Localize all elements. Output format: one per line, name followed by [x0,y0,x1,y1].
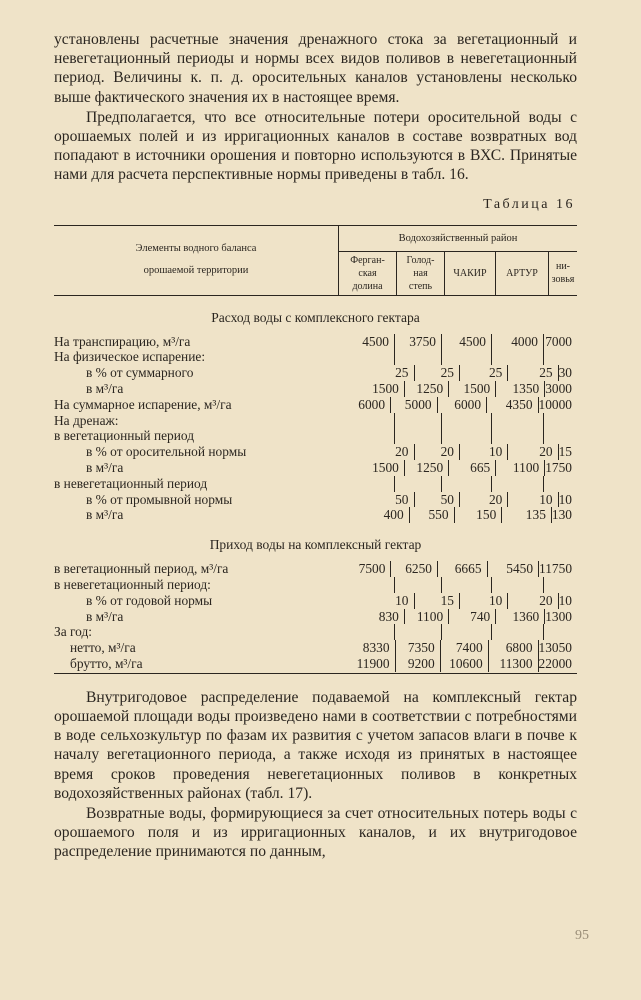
cell-value [395,413,442,429]
table-row [54,444,577,460]
cell-value: 6250 [391,561,438,577]
cell-value [442,577,492,593]
cell-value: 4500 [442,334,492,350]
cell-value: 400 [355,507,409,523]
cell-value: 11300 [489,656,539,672]
cell-value: 830 [351,609,405,625]
table-row [54,609,577,625]
row-label: в вегетационный период, м³/га [54,561,229,577]
cell-value: 7500 [335,561,391,577]
column-header: Голод- ная степь [397,252,445,295]
table-row [54,656,577,672]
table-row [54,381,577,397]
cell-value: 6000 [438,397,487,413]
cell-value: 4500 [338,334,395,350]
column-header: Ферган- ская долина [339,252,397,295]
cell-value: 30 [558,365,572,381]
cell-value [442,624,492,640]
cell-value: 1500 [351,381,405,397]
cell-value [544,349,577,365]
cell-value [395,428,442,444]
cell-value: 3750 [395,334,442,350]
cell-value [492,476,544,492]
cell-value [544,413,577,429]
cell-value: 20 [359,444,414,460]
cell-value: 10 [508,492,558,508]
cell-value [338,476,395,492]
cell-value [338,624,395,640]
header-elements-line1: Элементы водного баланса [135,243,257,255]
cell-value: 8330 [341,640,396,656]
cell-value: 4350 [487,397,538,413]
cell-value [442,476,492,492]
cell-value: 20 [460,492,508,508]
cell-value [442,349,492,365]
cell-value: 740 [449,609,496,625]
row-label: На дренаж: [54,412,119,428]
cell-value: 550 [410,507,455,523]
section-title: Приход воды на комплексный гектар [209,537,422,553]
cell-value: 1100 [405,609,449,625]
row-label: в невегетационный период: [54,576,211,592]
cell-value: 130 [551,507,572,523]
cell-value: 10600 [441,656,489,672]
row-label: На суммарное испарение, м³/га [54,396,232,412]
cell-value [338,577,395,593]
cell-value: 15 [415,593,460,609]
paragraph-top-2 [54,108,577,185]
row-label: в % от промывной нормы [86,491,233,507]
table-row [54,349,577,365]
cell-value: 10000 [538,396,572,412]
cell-value [492,577,544,593]
cell-value: 10 [558,491,572,507]
cell-value: 1750 [545,460,572,475]
cell-value: 665 [449,460,496,476]
cell-value: 135 [502,507,552,523]
table-row [54,561,577,577]
header-elements-line2: орошаемой территории [143,265,249,277]
cell-value: 11900 [341,656,396,672]
cell-value: 7400 [441,640,489,656]
paragraph-top-1: установлены расчетные значения дренажного стока за вегетационный и невегетационный периоды и нормы всех видов поливов в невегетационный период. Величины к. п. д. оросительных каналов установлены несколько выше фактического значения их в настоящее время. [54,31,577,106]
cell-value: 5450 [488,561,540,577]
cell-value: 50 [359,492,414,508]
row-label: За год: [54,624,93,640]
cell-value [544,577,577,593]
header-regions [339,226,577,295]
section-title: Расход воды с комплексного гектара [211,309,420,325]
row-label: в % от суммарного [86,365,194,381]
cell-value: 7000 [545,333,572,349]
paragraph-bottom-2-text: Возвратные воды, формирующиеся за счет относительных потерь воды с орошаемого поля и из ирригационных каналов, и их внутригодовое распределение принимаются по данным, [54,804,577,861]
row-label: в м³/га [86,460,124,475]
header-regions-title: Водохозяйственный район [339,226,577,252]
paragraph-bottom-1 [54,688,577,803]
table-row [54,334,577,350]
cell-value: 25 [415,365,460,381]
row-label: в м³/га [86,381,124,397]
table-bottom-rule [54,673,577,674]
table-row [54,428,577,444]
cell-value: 4000 [492,334,544,350]
table-row [54,413,577,429]
cell-value [338,349,395,365]
cell-value [544,428,577,444]
cell-value: 20 [508,444,558,460]
column-header: ни- зовья [551,261,575,286]
table-row [54,577,577,593]
row-label: в м³/га [86,507,124,523]
cell-value [492,413,544,429]
table-caption: Таблица 16 [483,196,575,212]
cell-value: 6800 [489,640,539,656]
cell-value: 25 [508,365,558,381]
row-label: На транспирацию, м³/га [54,333,191,349]
cell-value [395,577,442,593]
cell-value: 25 [359,365,414,381]
cell-value: 15 [558,444,572,460]
cell-value: 11750 [539,561,573,577]
table-row [54,397,577,413]
cell-value: 10 [359,593,414,609]
table-row [54,507,577,523]
cell-value: 1350 [496,381,545,397]
column-header: АРТУР [496,252,549,295]
cell-value [544,476,577,492]
cell-value: 1500 [449,381,496,397]
cell-value [395,476,442,492]
row-label: На физическое испарение: [54,349,206,365]
paragraph-bottom-2 [54,804,577,862]
cell-value: 20 [415,444,460,460]
cell-value [338,428,395,444]
cell-value: 20 [508,593,558,609]
cell-value: 1300 [545,608,572,624]
page-number: 95 [575,928,589,943]
cell-value [338,413,395,429]
table-row [54,640,577,656]
cell-value [442,413,492,429]
column-header: ЧАКИР [445,252,496,295]
cell-value [395,349,442,365]
bottom-text [54,688,577,862]
table-row [54,624,577,640]
row-label: брутто, м³/га [70,655,143,671]
table-header [54,225,577,296]
cell-value [492,349,544,365]
header-region-columns [339,252,577,295]
table-row [54,593,577,609]
cell-value: 6000 [335,397,391,413]
cell-value: 50 [415,492,460,508]
cell-value: 5000 [391,397,438,413]
row-label: в вегетационный период [54,428,195,444]
cell-value: 1100 [496,460,545,476]
paragraph-top-2-text: Предполагается, что все относительные потери оросительной воды с орошаемых полей и из ирригационных каналов в составе возвратных вод попадают в источники орошения и повторно используются в ВХС. Принятые нами для расчета перспективные нормы приведены в табл. 16. [54,108,577,184]
table-row [54,476,577,492]
header-elements [54,226,339,295]
cell-value [492,428,544,444]
cell-value: 1250 [405,460,449,476]
cell-value [442,428,492,444]
row-label: нетто, м³/га [70,640,136,656]
cell-value: 25 [460,365,508,381]
row-label: в м³/га [86,608,124,624]
paragraph-bottom-1-text: Внутригодовое распределение подаваемой на комплексный гектар орошаемой площади воды произведено нами в соответствии с потребностями в воде сельхозкультур по фазам их развития с учетом запасов влаги в почве к началу вегетационного периода, а также исходя из принятых в настоящее время сроков проведения невегетационных поливов в конкретных водохозяйственных районах (табл. 17). [54,688,577,802]
table-body [54,310,577,672]
table-row [54,492,577,508]
cell-value: 1500 [351,460,405,476]
cell-value [544,624,577,640]
cell-value: 150 [455,507,503,523]
cell-value: 10 [460,444,508,460]
cell-value: 10 [558,592,572,608]
cell-value: 9200 [396,656,441,672]
cell-value: 13050 [538,640,572,656]
cell-value: 3000 [545,381,572,397]
table-row [54,365,577,381]
row-label: в % от оросительной нормы [86,444,247,460]
cell-value: 6665 [438,561,488,577]
cell-value: 22000 [538,655,572,671]
cell-value: 1360 [496,609,545,625]
cell-value [492,624,544,640]
row-label: в невегетационный период [54,475,208,491]
cell-value: 7350 [396,640,441,656]
cell-value: 1250 [405,381,449,397]
row-label: в % от годовой нормы [86,592,213,608]
cell-value [395,624,442,640]
table-row [54,460,577,476]
cell-value: 10 [460,593,508,609]
